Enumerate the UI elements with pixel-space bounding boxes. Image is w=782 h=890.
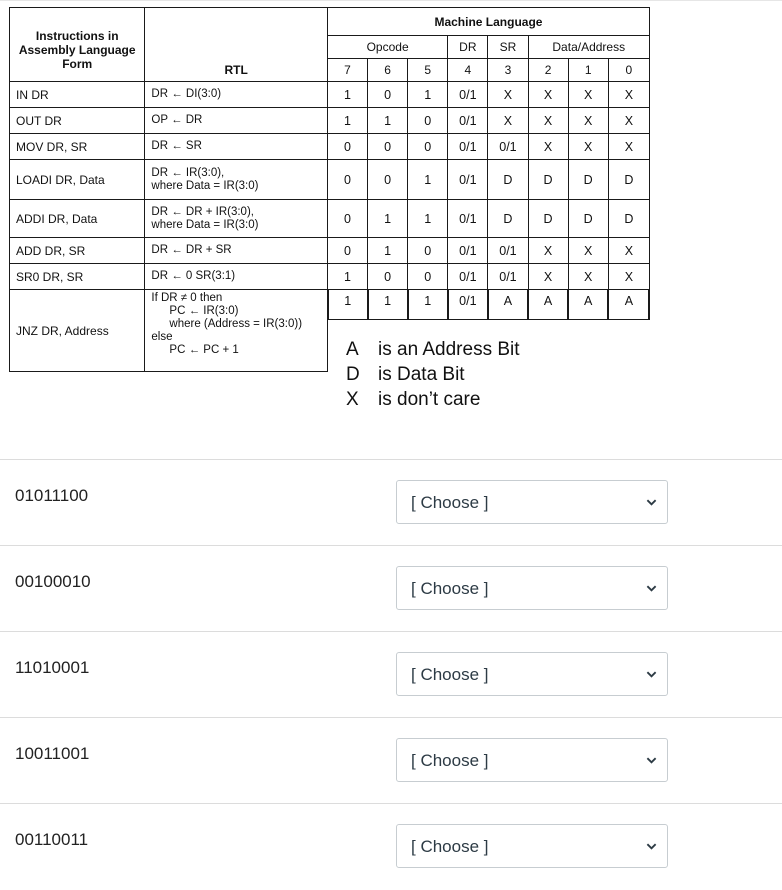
bit-cell: X xyxy=(608,108,649,134)
bit-cell: 1 xyxy=(368,290,408,372)
instruction-cell: SR0 DR, SR xyxy=(10,264,145,290)
bit-cell: A xyxy=(568,290,608,372)
bit-header: 2 xyxy=(528,59,568,82)
bit-cell: 1 xyxy=(368,238,408,264)
instruction-cell: MOV DR, SR xyxy=(10,134,145,160)
rtl-line: DR ← DR + SR xyxy=(151,244,232,256)
bit-cell: A xyxy=(488,290,528,372)
bit-cell: 0/1 xyxy=(448,238,488,264)
legend-symbol: X xyxy=(346,389,359,410)
rtl-line: where (Address = IR(3:0)) xyxy=(169,318,303,330)
rtl-line: DR ← 0 SR(3:1) xyxy=(151,270,236,282)
bit-cell: 1 xyxy=(327,108,367,134)
binary-code-label: 00100010 xyxy=(15,572,91,591)
header-machine-language: Machine Language xyxy=(327,8,649,36)
rtl-line: DR ← DI(3:0) xyxy=(151,88,222,100)
instruction-row xyxy=(10,238,650,264)
chevron-down-icon xyxy=(646,583,657,594)
header-instructions: Instructions in Assembly Language Form xyxy=(10,8,145,82)
bit-cell: 0 xyxy=(327,160,367,200)
instruction-row xyxy=(10,134,650,160)
legend-dont-care xyxy=(346,389,480,411)
bit-cell: 0/1 xyxy=(488,134,528,160)
legend-text: is don’t care xyxy=(378,389,481,410)
bit-header: 3 xyxy=(488,59,528,82)
legend-data xyxy=(346,364,465,386)
bit-header: 4 xyxy=(448,59,488,82)
bit-cell: D xyxy=(568,200,608,238)
bit-cell: D xyxy=(568,160,608,200)
chevron-down-icon xyxy=(646,755,657,766)
bit-cell: 0/1 xyxy=(448,160,488,200)
rtl-line: else xyxy=(151,331,173,343)
instruction-row xyxy=(10,160,650,200)
bit-cell: D xyxy=(528,160,568,200)
instruction-cell: IN DR xyxy=(10,82,145,108)
bit-cell: X xyxy=(608,134,649,160)
bit-cell: 0 xyxy=(408,264,448,290)
answer-select[interactable] xyxy=(396,824,668,868)
instruction-row xyxy=(10,264,650,290)
question-row xyxy=(0,631,782,718)
answer-select[interactable] xyxy=(396,566,668,610)
bit-cell: X xyxy=(528,108,568,134)
bit-cell: D xyxy=(488,200,528,238)
header-opcode: Opcode xyxy=(327,36,447,59)
bit-cell: X xyxy=(488,108,528,134)
bit-cell: 1 xyxy=(408,200,448,238)
bit-cell: 0/1 xyxy=(488,238,528,264)
rtl-line: DR ← IR(3:0), xyxy=(151,166,225,179)
instruction-row xyxy=(10,290,650,372)
instruction-cell: ADDI DR, Data xyxy=(10,200,145,238)
bit-header: 5 xyxy=(408,59,448,82)
bit-cell: 0 xyxy=(368,264,408,290)
bit-cell: X xyxy=(528,82,568,108)
bit-cell: X xyxy=(568,134,608,160)
bit-cell: D xyxy=(528,200,568,238)
answer-select[interactable] xyxy=(396,738,668,782)
binary-code-label: 00110011 xyxy=(15,830,89,849)
header-dr: DR xyxy=(448,36,488,59)
bit-cell: X xyxy=(568,264,608,290)
rtl-line: where Data = IR(3:0) xyxy=(151,179,259,192)
bit-cell: 1 xyxy=(327,290,367,372)
rtl-line: PC ← IR(3:0) xyxy=(169,305,239,317)
header-sr: SR xyxy=(488,36,528,59)
bit-cell: 0 xyxy=(368,134,408,160)
bit-cell: X xyxy=(528,264,568,290)
header-data-address: Data/Address xyxy=(528,36,650,59)
legend-text: is an Address Bit xyxy=(378,339,520,360)
bit-cell: 1 xyxy=(408,290,448,372)
instruction-set-table xyxy=(9,7,650,372)
bit-cell: 0/1 xyxy=(488,264,528,290)
bit-cell: X xyxy=(608,264,649,290)
bit-cell: 1 xyxy=(368,108,408,134)
select-value: [ Choose ] xyxy=(411,837,489,856)
bit-cell: X xyxy=(608,238,649,264)
bit-cell: 0 xyxy=(408,238,448,264)
bit-cell: 1 xyxy=(368,200,408,238)
select-value: [ Choose ] xyxy=(411,493,489,512)
bit-cell: X xyxy=(568,82,608,108)
question-row xyxy=(0,803,782,890)
rtl-cell xyxy=(145,290,328,372)
bit-cell: 0 xyxy=(408,108,448,134)
rtl-line: OP ← DR xyxy=(151,114,203,126)
bit-cell: 0 xyxy=(408,134,448,160)
rtl-line: PC ← PC + 1 xyxy=(169,344,239,356)
legend-address xyxy=(346,339,520,361)
bit-cell: 0/1 xyxy=(448,264,488,290)
bit-cell: 0/1 xyxy=(448,82,488,108)
chevron-down-icon xyxy=(646,497,657,508)
bit-cell: 1 xyxy=(327,82,367,108)
rtl-line: where Data = IR(3:0) xyxy=(151,218,259,231)
instruction-cell: LOADI DR, Data xyxy=(10,160,145,200)
bit-cell: 1 xyxy=(408,82,448,108)
rtl-line: DR ← SR xyxy=(151,140,202,152)
rtl-line: DR ← DR + IR(3:0), xyxy=(151,205,254,218)
question-row xyxy=(0,545,782,632)
bit-cell: 1 xyxy=(327,264,367,290)
select-value: [ Choose ] xyxy=(411,751,489,770)
top-divider xyxy=(0,0,782,1)
bit-cell: A xyxy=(608,290,649,372)
rtl-cell xyxy=(145,160,328,200)
legend-symbol: A xyxy=(346,339,359,360)
bit-cell: 0 xyxy=(368,160,408,200)
bit-header: 1 xyxy=(568,59,608,82)
bit-cell: 0 xyxy=(327,200,367,238)
select-value: [ Choose ] xyxy=(411,665,489,684)
answer-select[interactable] xyxy=(396,480,668,524)
rtl-cell xyxy=(145,200,328,238)
header-rtl: RTL xyxy=(145,8,328,82)
bit-cell: X xyxy=(528,134,568,160)
bit-cell: 0/1 xyxy=(448,108,488,134)
rtl-cell xyxy=(145,264,328,290)
bit-header: 0 xyxy=(608,59,649,82)
bit-cell: A xyxy=(528,290,568,372)
bit-cell: X xyxy=(568,238,608,264)
bit-cell: 0/1 xyxy=(448,200,488,238)
legend-symbol: D xyxy=(346,364,360,385)
rtl-cell xyxy=(145,134,328,160)
instruction-cell: OUT DR xyxy=(10,108,145,134)
instruction-row xyxy=(10,108,650,134)
answer-select[interactable] xyxy=(396,652,668,696)
bit-cell: 0 xyxy=(327,134,367,160)
rtl-cell xyxy=(145,238,328,264)
chevron-down-icon xyxy=(646,669,657,680)
bit-cell: 0 xyxy=(327,238,367,264)
bit-header: 6 xyxy=(368,59,408,82)
binary-code-label: 11010001 xyxy=(15,658,90,677)
bit-cell: X xyxy=(608,82,649,108)
instruction-cell: JNZ DR, Address xyxy=(10,290,145,372)
binary-code-label: 01011100 xyxy=(15,486,89,505)
bit-header: 7 xyxy=(327,59,367,82)
bit-cell: X xyxy=(488,82,528,108)
bit-cell: 0/1 xyxy=(448,290,488,372)
question-row xyxy=(0,717,782,804)
select-value: [ Choose ] xyxy=(411,579,489,598)
bit-cell: X xyxy=(568,108,608,134)
rtl-cell xyxy=(145,108,328,134)
rtl-line: If DR ≠ 0 then xyxy=(151,292,223,304)
bit-cell: 1 xyxy=(408,160,448,200)
bit-cell: D xyxy=(608,160,649,200)
question-row xyxy=(0,459,782,546)
bit-cell: D xyxy=(488,160,528,200)
instruction-cell: ADD DR, SR xyxy=(10,238,145,264)
bit-cell: X xyxy=(528,238,568,264)
bit-cell: D xyxy=(608,200,649,238)
chevron-down-icon xyxy=(646,841,657,852)
binary-code-label: 10011001 xyxy=(15,744,90,763)
instruction-row xyxy=(10,200,650,238)
bit-cell: 0/1 xyxy=(448,134,488,160)
legend-text: is Data Bit xyxy=(378,364,465,385)
instruction-row xyxy=(10,82,650,108)
rtl-cell xyxy=(145,82,328,108)
bit-cell: 0 xyxy=(368,82,408,108)
